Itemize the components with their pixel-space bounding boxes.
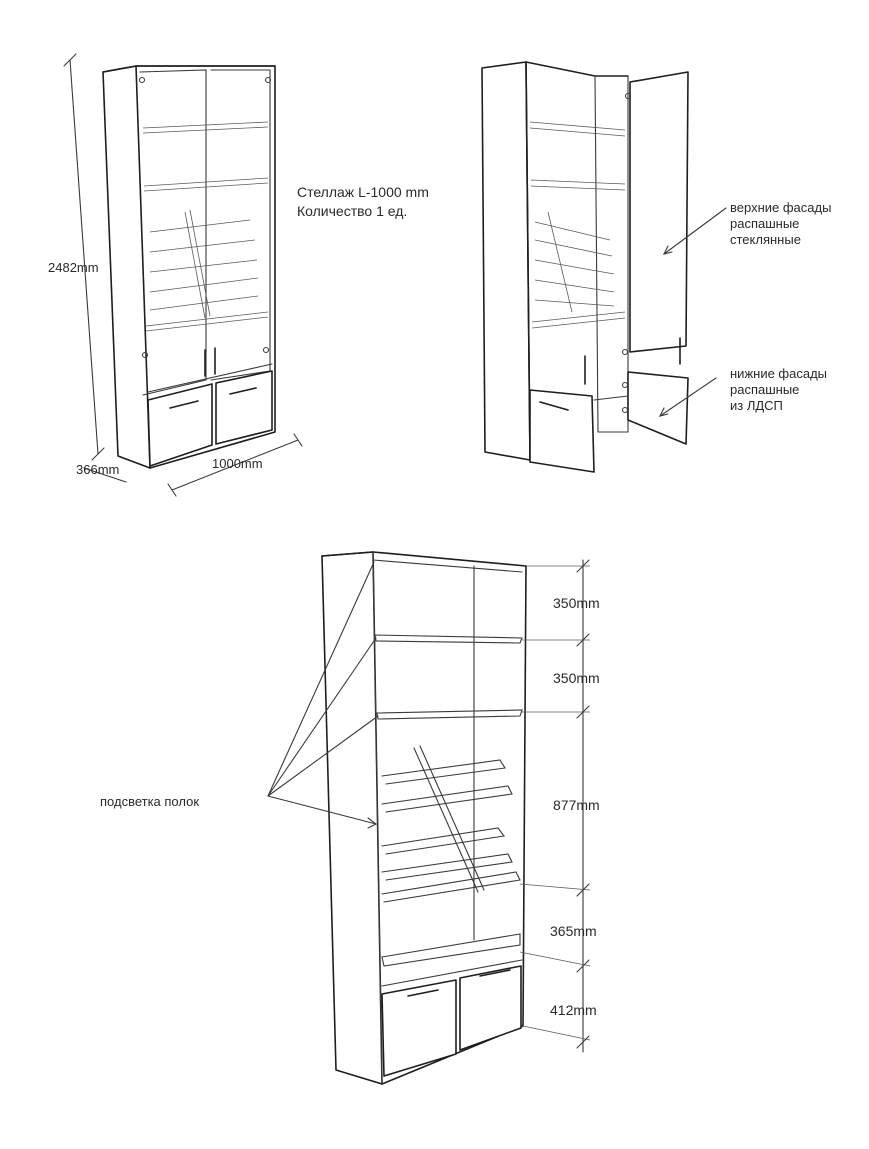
height-dimension-label: 2482mm <box>48 260 99 275</box>
open-cabinet-view <box>482 62 831 472</box>
svg-text:из ЛДСП: из ЛДСП <box>730 398 783 413</box>
slanted-shelves <box>150 210 258 318</box>
section-height-2: 350mm <box>553 670 600 686</box>
section-height-5: 412mm <box>550 1002 597 1018</box>
section-height-4: 365mm <box>550 923 597 939</box>
section-height-3: 877mm <box>553 797 600 813</box>
slanted-display-shelves <box>382 746 520 902</box>
lower-facades-callout <box>730 366 827 413</box>
closed-cabinet-view <box>48 54 429 496</box>
upper-facades-callout <box>730 200 831 247</box>
flat-shelves <box>375 635 522 966</box>
depth-dimension-label: 366mm <box>76 462 120 477</box>
svg-text:нижние фасады: нижние фасады <box>730 366 828 381</box>
product-title-line1: Стеллаж L-1000 mm <box>297 184 429 200</box>
shelving-detail-view <box>100 552 600 1084</box>
svg-text:стеклянные: стеклянные <box>730 232 801 247</box>
svg-text:распашные: распашные <box>730 382 800 397</box>
shelf-lighting-label: подсветка полок <box>100 794 200 809</box>
product-title-line2: Количество 1 ед. <box>297 203 408 219</box>
width-dimension-label: 1000mm <box>212 456 263 471</box>
section-height-1: 350mm <box>553 595 600 611</box>
svg-text:верхние фасады: верхние фасады <box>730 200 832 215</box>
svg-text:распашные: распашные <box>730 216 800 231</box>
